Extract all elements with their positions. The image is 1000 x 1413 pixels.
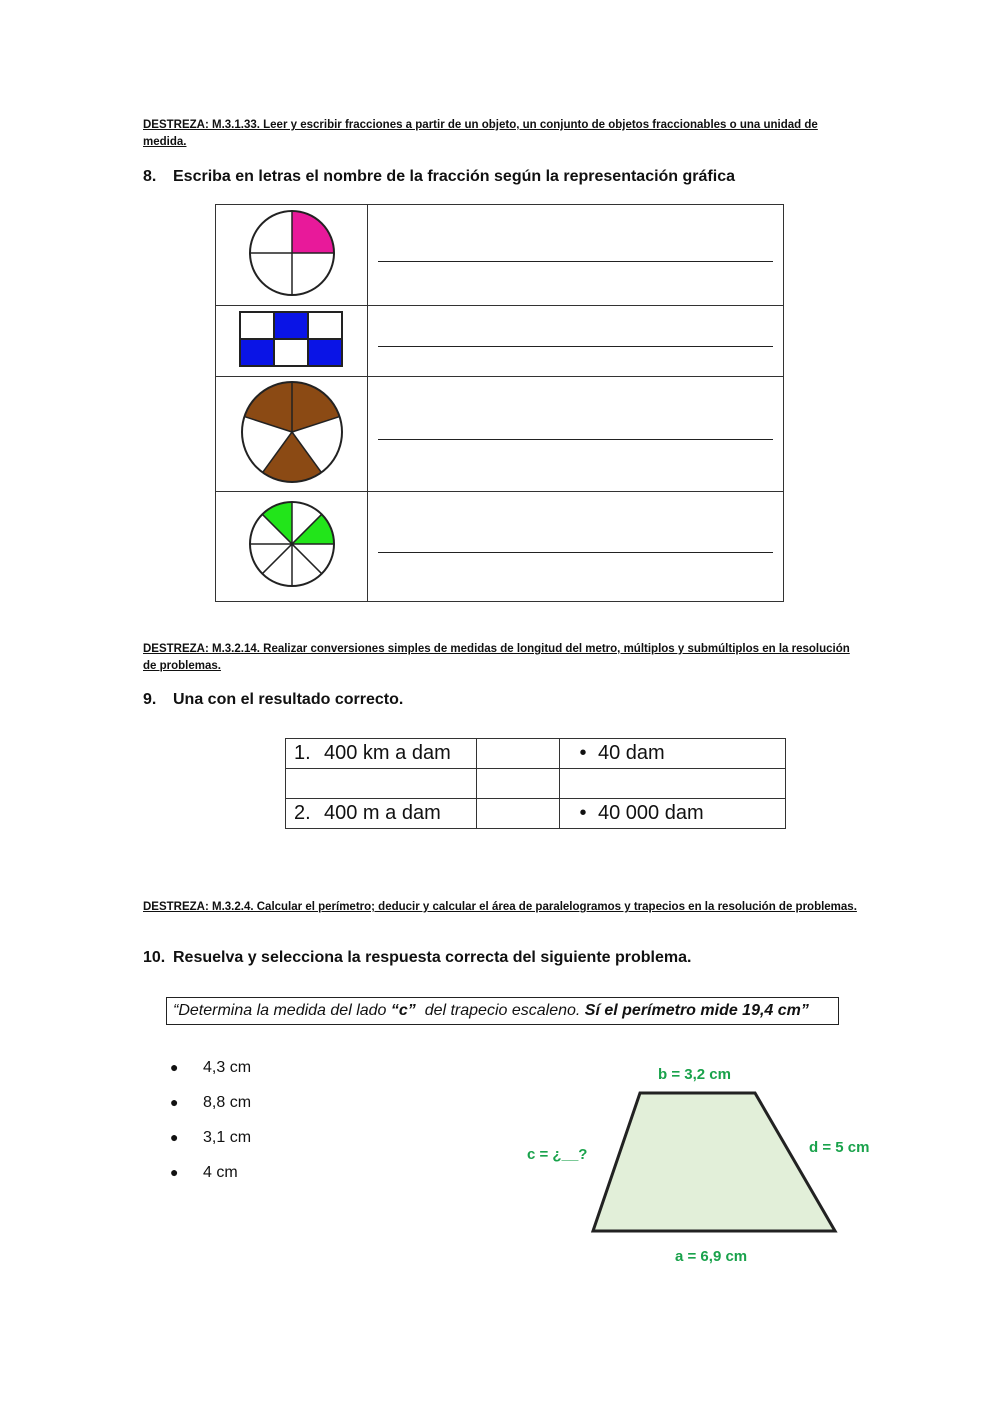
- option-item[interactable]: [170, 1160, 251, 1195]
- bullet-icon: ●: [170, 1059, 179, 1075]
- connector-cell[interactable]: [477, 799, 560, 829]
- conversion-item: 400 m a dam: [324, 802, 441, 824]
- fraction-picture-cell: [216, 205, 368, 306]
- answer-line[interactable]: [378, 439, 773, 440]
- option-item[interactable]: [170, 1090, 251, 1125]
- conversion-table: [285, 738, 786, 829]
- fraction-picture-cell: [216, 377, 368, 492]
- answer-cell[interactable]: [368, 205, 784, 306]
- option-label: 4 cm: [203, 1164, 238, 1181]
- eighths-circle-icon: [242, 494, 342, 594]
- answer-options: [170, 1055, 251, 1195]
- answer-cell[interactable]: [368, 492, 784, 602]
- answer-line[interactable]: [378, 552, 773, 553]
- answer-cell[interactable]: [368, 377, 784, 492]
- label-a: a = 6,9 cm: [675, 1248, 748, 1265]
- connector-cell[interactable]: [477, 769, 560, 799]
- item-number: 2.: [294, 802, 311, 824]
- conversion-answer: 40 000 dam: [598, 802, 704, 824]
- conversion-item: 400 km a dam: [324, 742, 451, 764]
- problem-side: “c”: [390, 1002, 416, 1019]
- label-d: d = 5 cm: [809, 1139, 870, 1156]
- question-9: [143, 691, 403, 709]
- conversion-left-cell[interactable]: [286, 799, 477, 829]
- problem-text-start: “Determina la medida del lado: [173, 1002, 391, 1019]
- destreza-text: DESTREZA: M.3.2.4. Calcular el perímetro; deducir y calcular el área de paralelogramos y trapecios en la resolución de problemas.: [143, 901, 857, 913]
- option-label: 3,1 cm: [203, 1129, 252, 1146]
- problem-perimeter: Sí el perímetro mide 19,4 cm”: [584, 1002, 809, 1019]
- fraction-picture-cell: [216, 492, 368, 602]
- conversion-left-cell: [286, 769, 477, 799]
- problem-statement: [166, 997, 839, 1025]
- conversion-right-cell[interactable]: [560, 739, 786, 769]
- fifths-circle-icon: [239, 379, 345, 485]
- fraction-picture-cell: [216, 306, 368, 377]
- label-b: b = 3,2 cm: [658, 1066, 731, 1083]
- fraction-table: [215, 204, 784, 602]
- trapezoid-shape: [593, 1093, 835, 1231]
- item-number: 1.: [294, 742, 311, 764]
- trapezoid-diagram: [585, 1085, 845, 1240]
- conversion-right-cell: [560, 769, 786, 799]
- conversion-right-cell[interactable]: [560, 799, 786, 829]
- question-number: 10.: [143, 949, 166, 966]
- question-8: [143, 168, 735, 186]
- answer-cell[interactable]: [368, 306, 784, 377]
- quarter-circle-icon: [246, 207, 338, 299]
- question-text: Escriba en letras el nombre de la fracción según la representación gráfica: [173, 168, 735, 185]
- bullet-icon: •: [579, 742, 587, 764]
- option-item[interactable]: [170, 1125, 251, 1160]
- destreza-text: DESTREZA: M.3.2.14. Realizar conversiones simples de medidas de longitud del metro, múltiplos y submúltiplos en la resolución de problemas.: [143, 643, 850, 672]
- conversion-answer: 40 dam: [598, 742, 665, 764]
- bullet-icon: ●: [170, 1164, 179, 1180]
- conversion-left-cell[interactable]: [286, 739, 477, 769]
- destreza-text: DESTREZA: M.3.1.33. Leer y escribir fracciones a partir de un objeto, un conjunto de objetos fraccionables o una unidad de medida.: [143, 119, 818, 148]
- bullet-icon: ●: [170, 1129, 179, 1145]
- bullet-icon: ●: [170, 1094, 179, 1110]
- connector-cell[interactable]: [477, 739, 560, 769]
- option-label: 4,3 cm: [203, 1059, 252, 1076]
- question-10: [143, 949, 691, 967]
- question-text: Una con el resultado correcto.: [173, 691, 404, 708]
- answer-line[interactable]: [378, 261, 773, 262]
- question-number: 9.: [143, 691, 157, 708]
- bullet-icon: •: [579, 802, 587, 824]
- option-label: 8,8 cm: [203, 1094, 252, 1111]
- question-text: Resuelva y selecciona la respuesta correcta del siguiente problema.: [173, 949, 692, 966]
- grid-rectangle-icon: [238, 310, 346, 368]
- problem-text-middle: del trapecio escaleno.: [415, 1002, 585, 1019]
- answer-line[interactable]: [378, 346, 773, 347]
- option-item[interactable]: [170, 1055, 251, 1090]
- label-c: c = ¿__?: [527, 1146, 588, 1163]
- question-number: 8.: [143, 168, 157, 185]
